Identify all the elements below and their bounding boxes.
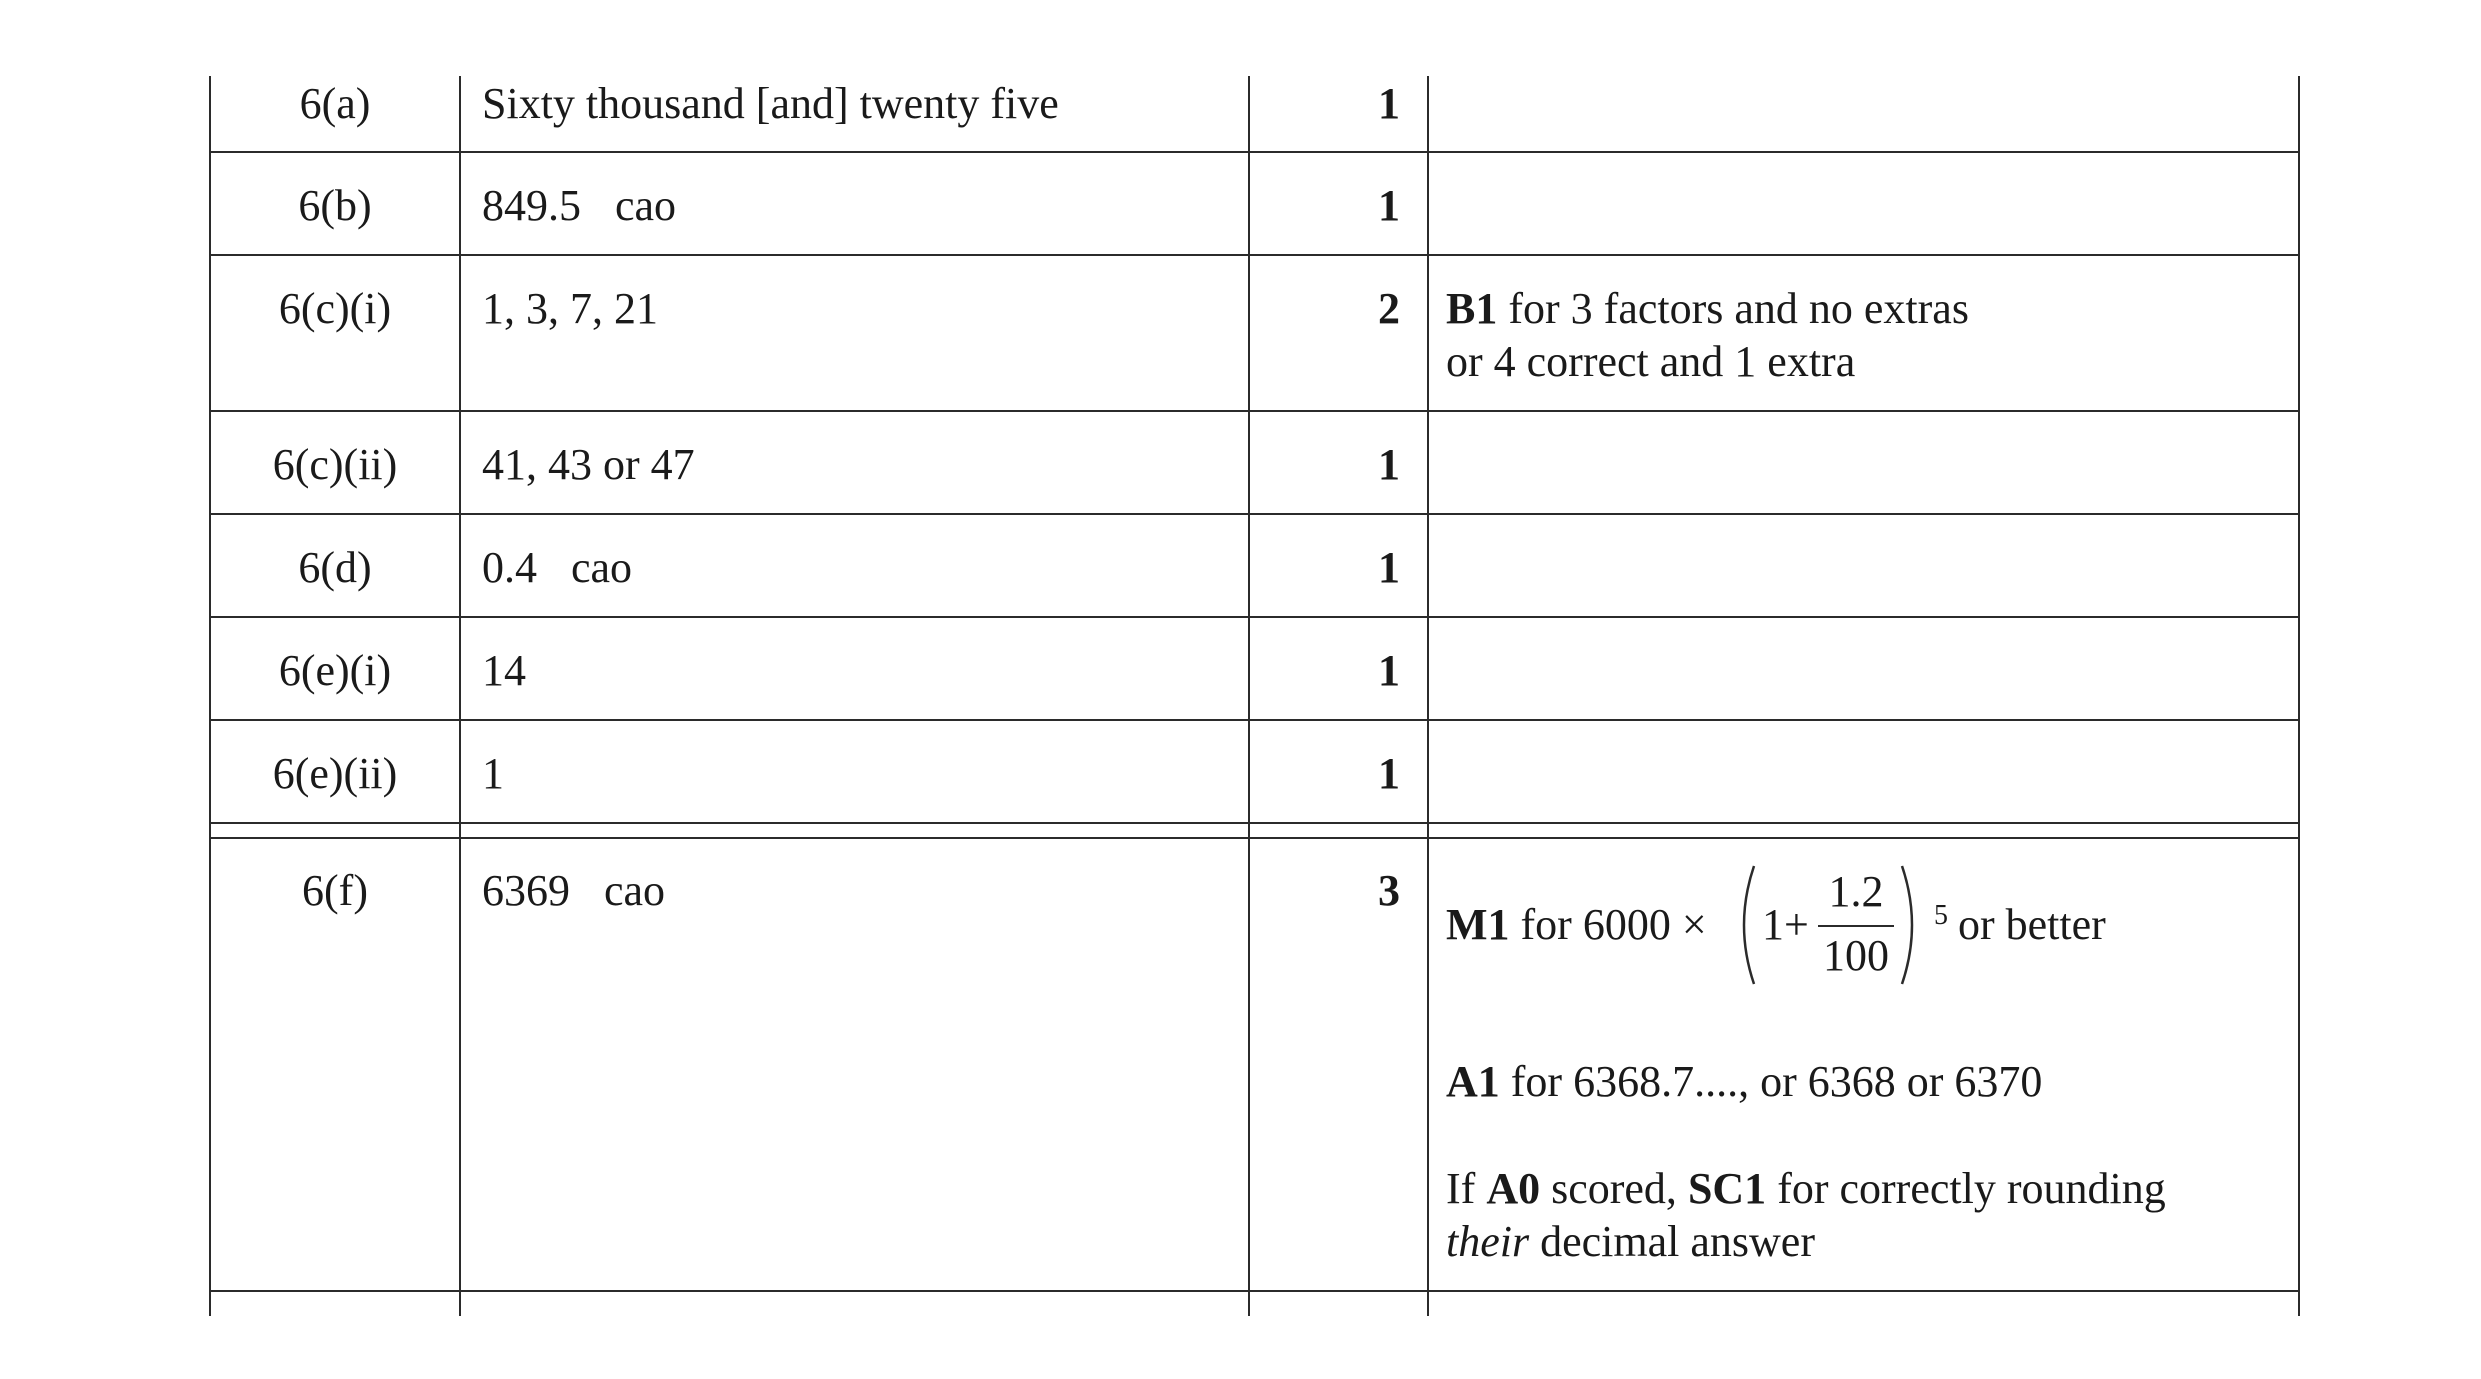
a1-code: A1: [1446, 1057, 1500, 1106]
row-divider: [209, 254, 2300, 256]
right-parenthesis: [1898, 862, 1924, 988]
answer-text: 1, 3, 7, 21: [482, 284, 658, 333]
question-number: 6(c)(ii): [272, 440, 398, 489]
table-divider-mark: [1427, 76, 1429, 1316]
a1-guidance: [1446, 1055, 2042, 1108]
exponent: 5: [1934, 900, 1948, 931]
question-number: 6(a): [299, 79, 371, 128]
mark-value: 1: [1378, 749, 1400, 798]
question-number: 6(f): [302, 866, 368, 915]
question-number: 6(d): [298, 543, 372, 592]
answer-text: 14: [482, 646, 526, 695]
answer-text: Sixty thousand [and] twenty five: [482, 79, 1059, 128]
row-divider: [209, 719, 2300, 721]
row-divider: [209, 513, 2300, 515]
mark-value: 1: [1378, 181, 1400, 230]
sc1-guidance-line-1: [1446, 1162, 2166, 1215]
fraction-denominator: 100: [1823, 931, 1889, 980]
sc1-code: SC1: [1687, 1164, 1767, 1213]
answer-text: 1: [482, 749, 504, 798]
m1-prefix: for 6000 ×: [1509, 900, 1707, 949]
row-divider: [209, 1290, 2300, 1292]
sc1-guidance-line-2: [1446, 1215, 1815, 1268]
answer-text: 41, 43 or 47: [482, 440, 695, 489]
answer-note: cao: [571, 543, 633, 592]
guidance-text: [1446, 282, 1969, 335]
mark-value: 1: [1378, 440, 1400, 489]
answer-text: [482, 541, 632, 594]
a0-code: A0: [1486, 1164, 1541, 1213]
question-number: 6(e)(i): [278, 646, 392, 695]
answer-note: cao: [615, 181, 677, 230]
mark-value: 1: [1378, 646, 1400, 695]
table-border-right: [2298, 76, 2300, 1316]
m1-suffix: or better: [1958, 900, 2106, 949]
answer-text: [482, 179, 676, 232]
row-divider: [209, 837, 2300, 839]
question-number: 6(b): [298, 181, 372, 230]
mark-value: 2: [1378, 284, 1400, 333]
question-number: 6(c)(i): [278, 284, 392, 333]
fraction-numerator: 1.2: [1828, 867, 1884, 916]
m1-code: M1: [1446, 900, 1510, 949]
answer-value: 6369: [482, 866, 570, 915]
sc-mid: scored,: [1540, 1164, 1688, 1213]
fraction-bar: [1818, 925, 1894, 927]
one-plus: 1+: [1762, 900, 1809, 949]
guidance-line-2: or 4 correct and 1 extra: [1446, 337, 1856, 386]
row-divider: [209, 410, 2300, 412]
sc-text: for correctly rounding: [1766, 1164, 2166, 1213]
sc-prefix: If: [1446, 1164, 1487, 1213]
sc-end: decimal answer: [1529, 1217, 1815, 1266]
answer-text: [482, 864, 665, 917]
guidance-code: B1: [1446, 284, 1498, 333]
row-divider: [209, 616, 2300, 618]
guidance-line-1: for 3 factors and no extras: [1497, 284, 1969, 333]
sc-their: their: [1446, 1217, 1530, 1266]
left-parenthesis: [1732, 862, 1758, 988]
mark-value: 1: [1378, 79, 1400, 128]
mark-value: 1: [1378, 543, 1400, 592]
mark-value: 3: [1378, 866, 1400, 915]
question-number: 6(e)(ii): [272, 749, 398, 798]
row-divider: [209, 151, 2300, 153]
a1-text: for 6368.7...., or 6368 or 6370: [1499, 1057, 2043, 1106]
answer-value: 849.5: [482, 181, 581, 230]
answer-value: 0.4: [482, 543, 537, 592]
answer-note: cao: [604, 866, 666, 915]
row-divider: [209, 822, 2300, 824]
